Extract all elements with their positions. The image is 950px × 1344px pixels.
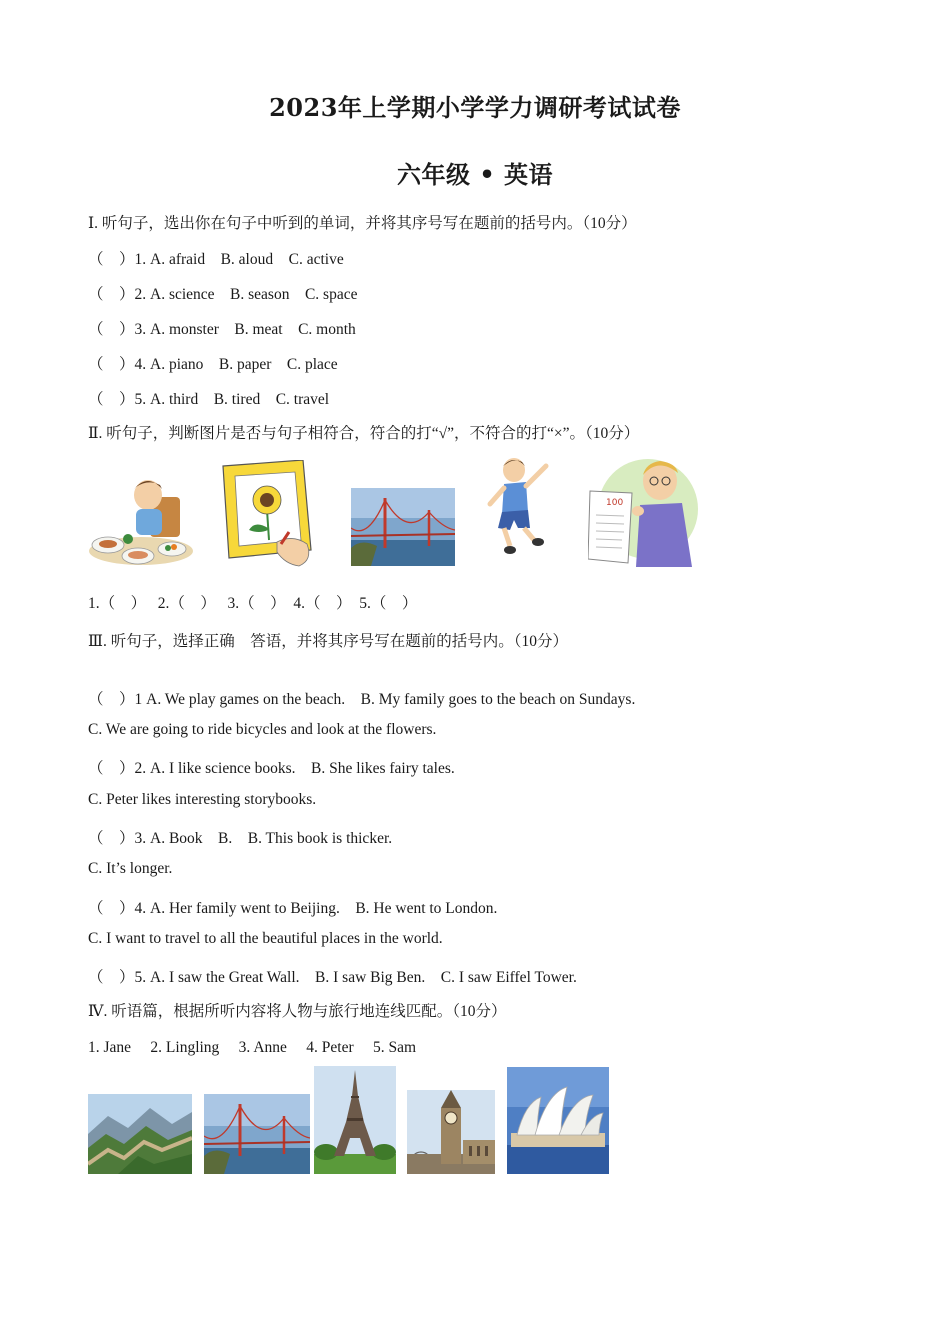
golden-gate-bridge-image-2 bbox=[204, 1094, 310, 1174]
section3-line-4: C. Peter likes interesting storybooks. bbox=[88, 791, 317, 808]
section1-item-1: （ ）1. A. afraid B. aloud C. active bbox=[88, 251, 344, 268]
section1-item-4: （ ）4. A. piano B. paper C. place bbox=[88, 356, 338, 373]
great-wall-image bbox=[88, 1094, 192, 1174]
section1-item-2: （ ）2. A. science B. season C. space bbox=[88, 286, 358, 303]
section3-line-7: （ ）4. A. Her family went to Beijing. B. He went to London. bbox=[88, 900, 498, 917]
section3-heading: Ⅲ. 听句子，选择正确 答语，并将其序号写在题前的括号内。（10分） bbox=[88, 633, 568, 650]
section3-line-3: （ ）2. A. I like science books. B. She likes fairy tales. bbox=[88, 760, 455, 777]
sydney-opera-house-image bbox=[507, 1067, 609, 1174]
section1-heading: Ⅰ. 听句子，选出你在句子中听到的单词，并将其序号写在题前的括号内。（10分） bbox=[88, 215, 637, 232]
section4-names: 1. Jane 2. Lingling 3. Anne 4. Peter 5. Sam bbox=[88, 1039, 417, 1056]
section3-line-1: （ ）1 A. We play games on the beach. B. My family goes to the beach on Sundays. bbox=[88, 691, 636, 708]
section3-line-6: C. It’s longer. bbox=[88, 860, 173, 877]
section1-item-5: （ ）5. A. third B. tired C. travel bbox=[88, 391, 330, 408]
section3-line-2: C. We are going to ride bicycles and look at the flowers. bbox=[88, 721, 437, 738]
section4-heading: Ⅳ. 听语篇，根据所听内容将人物与旅行地连线匹配。（10分） bbox=[88, 1003, 507, 1020]
section2-answer-blanks: 1.（ ） 2.（ ） 3.（ ） 4.（ ） 5.（ ） bbox=[88, 595, 418, 612]
section3-line-9: （ ）5. A. I saw the Great Wall. B. I saw Big Ben. C. I saw Eiffel Tower. bbox=[88, 969, 577, 986]
section1-item-3: （ ）3. A. monster B. meat C. month bbox=[88, 321, 356, 338]
boy-with-test-paper-image bbox=[588, 455, 700, 567]
drawing-sunflower-image bbox=[215, 460, 315, 568]
exam-subtitle: 六年级 • 英语 bbox=[396, 160, 554, 189]
section2-heading: Ⅱ. 听句子，判断图片是否与句子相符合，符合的打“√”，不符合的打“×”。（10分） bbox=[88, 425, 640, 442]
big-ben-image bbox=[407, 1090, 495, 1174]
exam-title: 2023年上学期小学学力调研考试试卷 bbox=[269, 93, 681, 122]
eiffel-tower-image bbox=[314, 1066, 396, 1174]
golden-gate-bridge-image bbox=[351, 488, 455, 566]
section3-line-8: C. I want to travel to all the beautiful places in the world. bbox=[88, 930, 443, 947]
section3-line-5: （ ）3. A. Book B. B. This book is thicker. bbox=[88, 830, 393, 847]
jumping-boy-image bbox=[484, 454, 552, 558]
svg-text:100: 100 bbox=[606, 498, 624, 508]
boy-eating-image bbox=[88, 473, 194, 568]
